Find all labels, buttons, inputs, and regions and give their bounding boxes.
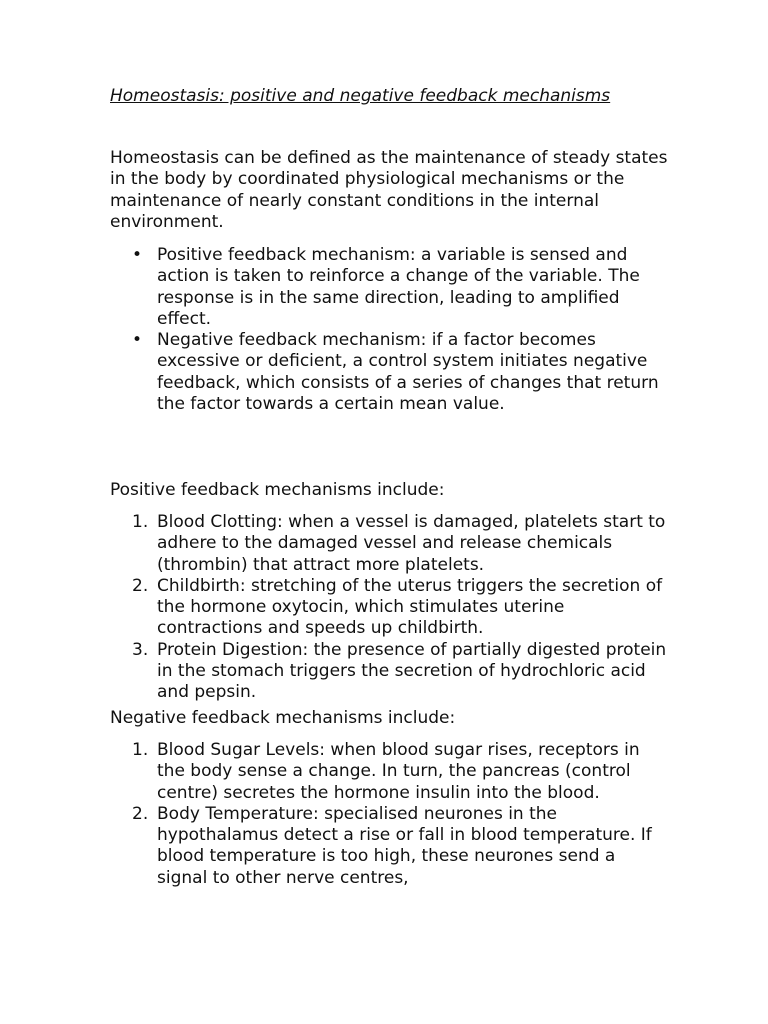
negative-mechanism-list — [110, 740, 670, 889]
list-item-text: Protein Digestion: the presence of partially digested protein in the stomach triggers the secretion of hydrochloric acid and pepsin. — [157, 639, 667, 703]
definition-item-negative: • Negative feedback mechanism: if a factor becomes excessive or deficient, a control system initiates negative feedback, which consists of a series of changes that return the factor towards a certain mean value. — [110, 330, 670, 415]
positive-section-heading: Positive feedback mechanisms include: — [110, 480, 445, 500]
list-item-text: Childbirth: stretching of the uterus triggers the secretion of the hormone oxytocin, which stimulates uterine contractions and speeds up childbirth. — [157, 575, 663, 639]
list-item — [110, 640, 670, 704]
definition-list — [110, 245, 670, 415]
list-item-text: Blood Sugar Levels: when blood sugar rises, receptors in the body sense a change. In turn, the pancreas (control centre) secretes the hormone insulin into the blood. — [157, 740, 640, 803]
list-item-number: 1. — [132, 740, 149, 760]
negative-section-heading: Negative feedback mechanisms include: — [110, 708, 456, 728]
list-item-number: 1. — [132, 512, 149, 532]
list-item — [110, 740, 670, 804]
definition-item-positive: • Positive feedback mechanism: a variable is sensed and action is taken to reinforce a change of the variable. The response is in the same direction, leading to amplified effect. — [110, 245, 670, 330]
positive-mechanism-list — [110, 512, 670, 704]
list-item — [110, 512, 670, 576]
list-item-number: 2. — [132, 575, 149, 596]
intro-paragraph: Homeostasis can be defined as the maintenance of steady states in the body by coordinated physiological mechanisms or the maintenance of nearly constant conditions in the internal environment. — [110, 148, 668, 232]
list-item-text: Blood Clotting: when a vessel is damaged, platelets start to adhere to the damaged vessel and release chemicals (thrombin) that attract more platelets. — [157, 512, 666, 575]
list-item — [110, 576, 670, 640]
list-item — [110, 804, 670, 889]
document-title: Homeostasis: positive and negative feedback mechanisms — [110, 86, 611, 106]
list-item-text: Body Temperature: specialised neurones in the hypothalamus detect a rise or fall in blood temperature. If blood temperature is too high, these neurones send a signal to other nerve centres, — [157, 803, 652, 888]
list-item-number: 3. — [132, 639, 149, 660]
list-item-number: 2. — [132, 803, 149, 824]
